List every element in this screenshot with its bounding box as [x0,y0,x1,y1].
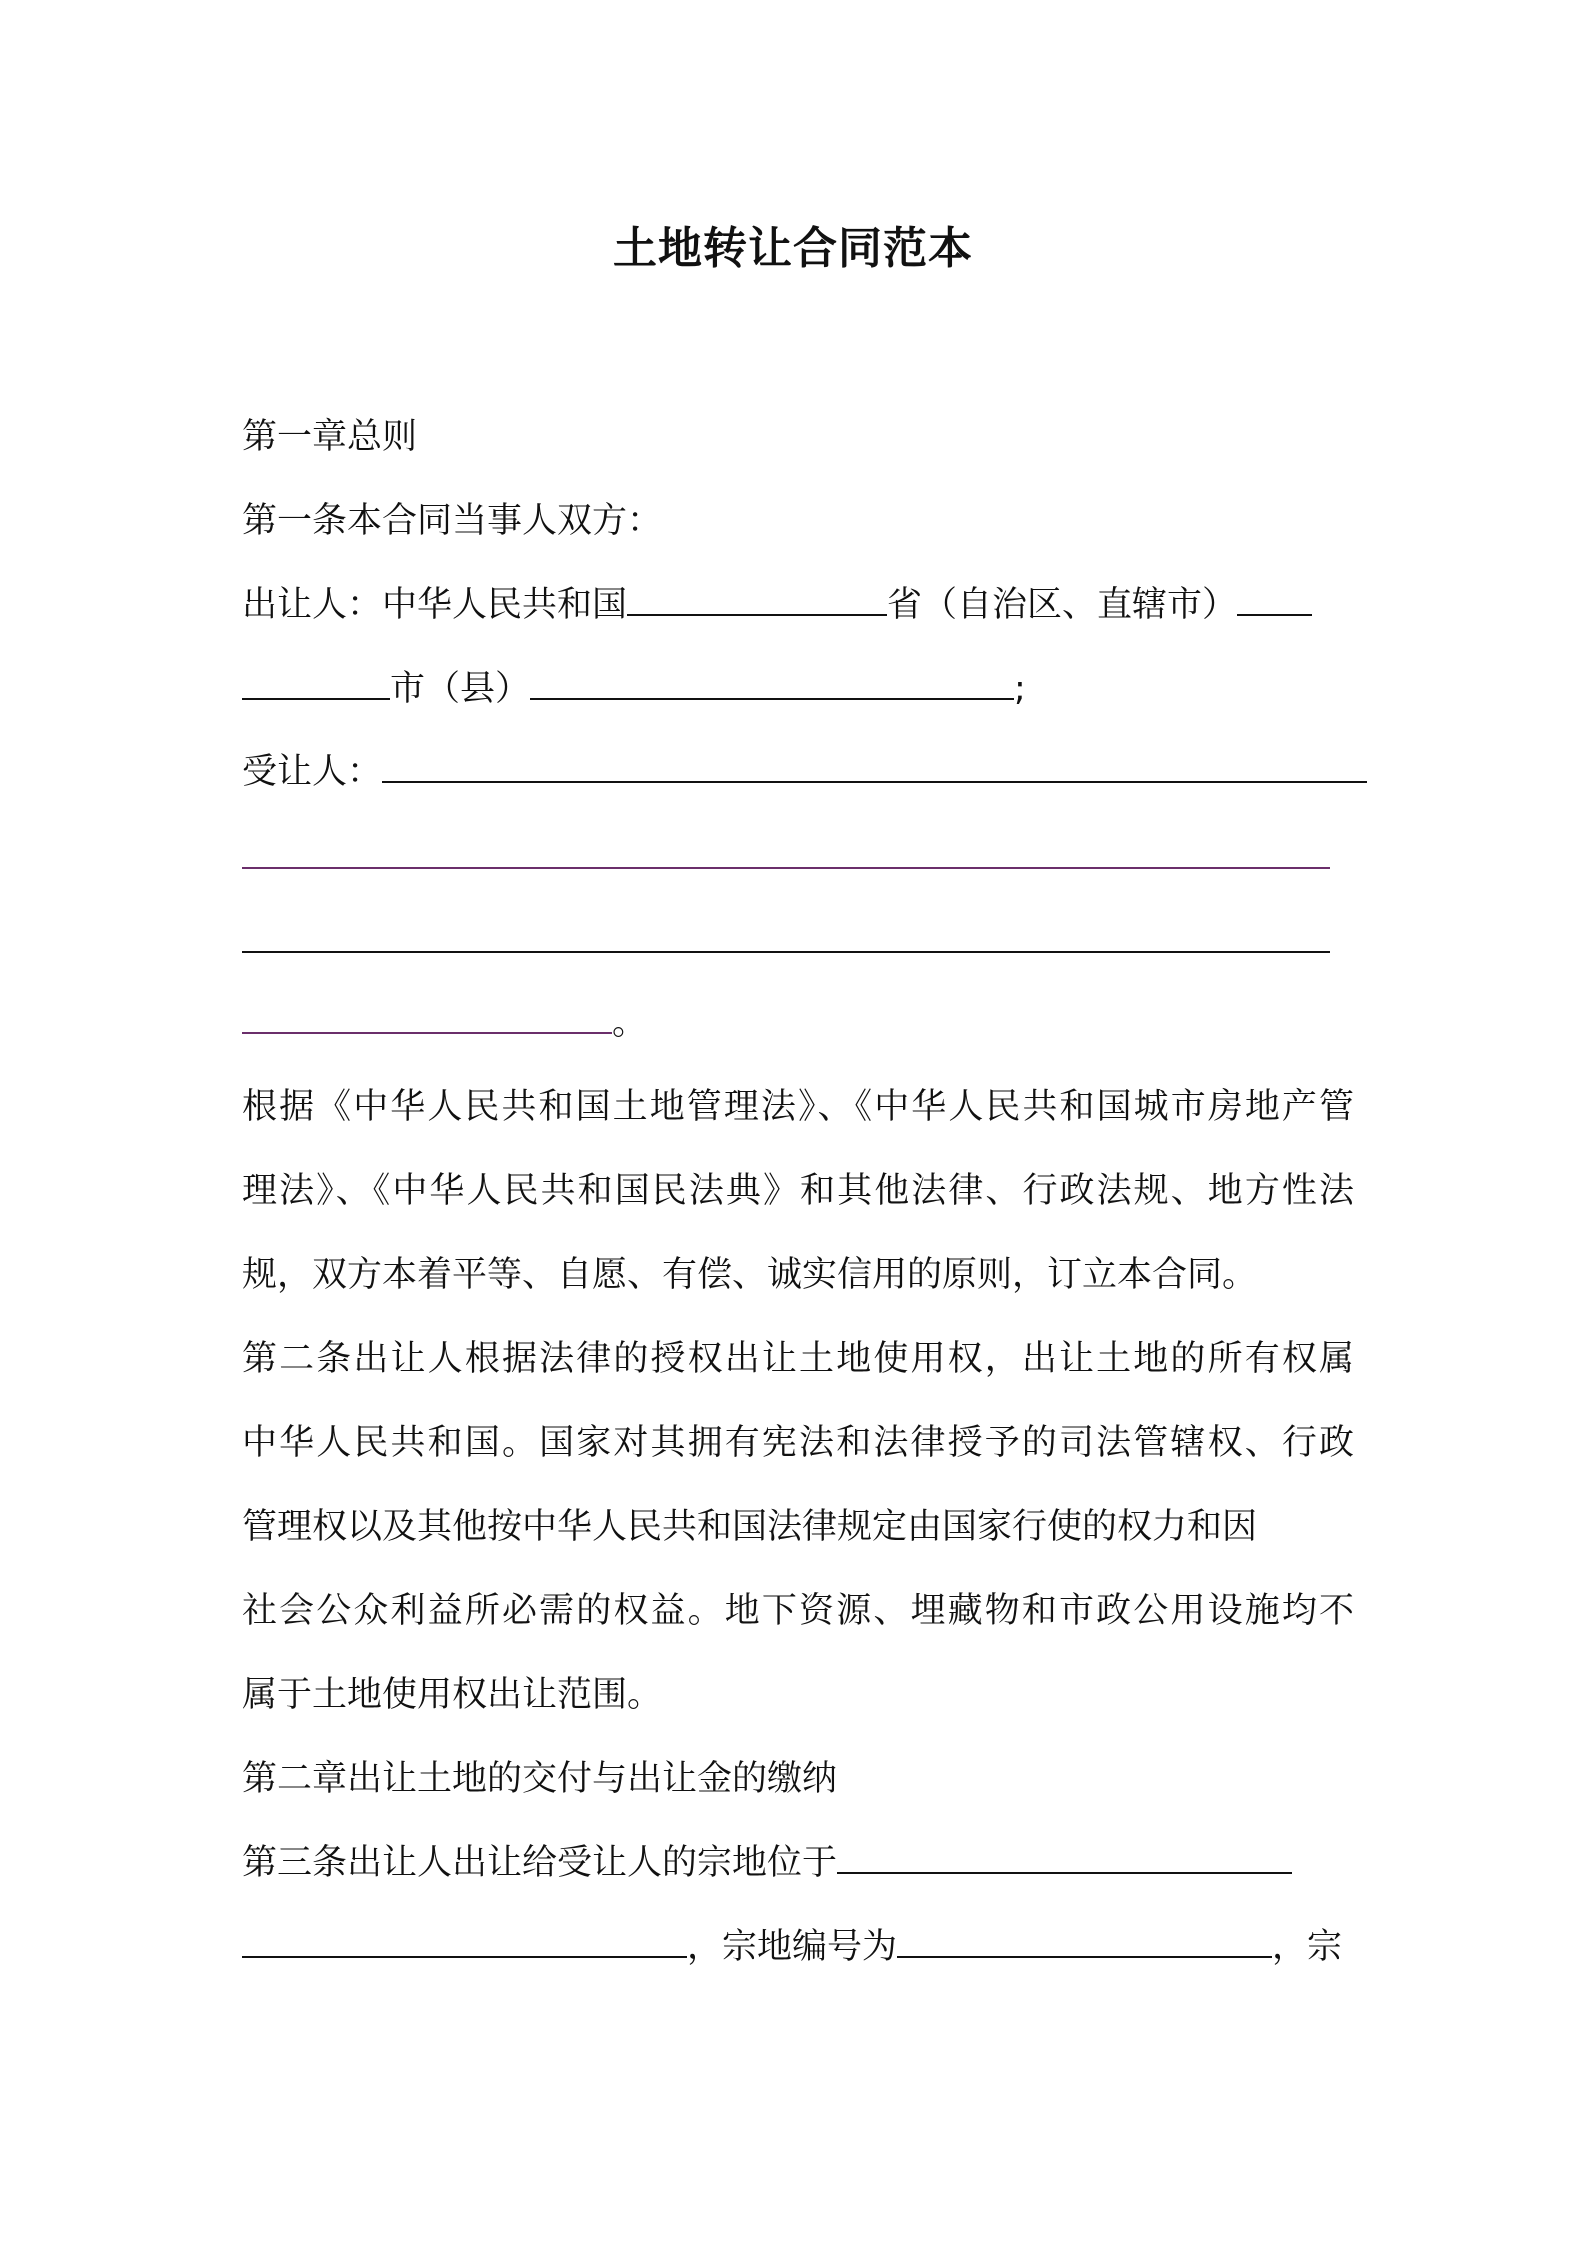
article-3-line-2 [242,1922,1354,1972]
transferee-blank-4[interactable] [242,998,612,1034]
article-2-line-4: 社会公众利益所必需的权益。地下资源、埋藏物和市政公用设施均不 [242,1591,1354,1631]
chapter-2-heading: 第二章出让土地的交付与出让金的缴纳 [242,1759,838,1799]
article-3-tail: ，宗 [1272,1927,1343,1967]
document-title: 土地转让合同范本 [613,223,973,274]
transferor-line-1 [242,580,1354,630]
transferor-end: ; [1014,669,1026,709]
location-blank[interactable] [837,1838,1292,1874]
chapter-1-heading: 第一章总则 [242,417,418,457]
article-2-line-3: 管理权以及其他按中华人民共和国法律规定由国家行使的权力和因 [242,1507,1258,1547]
article-2-line-5: 属于土地使用权出让范围。 [242,1675,663,1715]
article-1: 第一条本合同当事人双方： [242,501,663,541]
article-3-line-1 [242,1838,1354,1888]
transferor-label: 出让人：中华人民共和国 [242,585,628,625]
transferee-line-4 [242,998,1354,1048]
transferor-line-2 [242,664,1354,714]
parcel-number-label: ，宗地编号为 [687,1927,898,1967]
city-blank[interactable] [530,664,1014,700]
transferee-line [242,747,1354,797]
province-blank-tail[interactable] [1237,580,1312,616]
transferee-blank-2[interactable] [242,867,1330,869]
transferee-end: 。 [612,1003,648,1043]
province-blank[interactable] [627,580,887,616]
basis-paragraph-line-1: 根据《中华人民共和国土地管理法》、《中华人民共和国城市房地产管 [242,1087,1354,1127]
basis-paragraph-line-2: 理法》、《中华人民共和国民法典》和其他法律、行政法规、地方性法 [242,1171,1354,1211]
transferee-blank[interactable] [382,747,1367,783]
city-label: 市（县） [390,669,531,709]
province-label: 省（自治区、直辖市） [887,585,1238,625]
parcel-number-blank[interactable] [897,1922,1272,1958]
article-2-line-1: 第二条出让人根据法律的授权出让土地使用权，出让土地的所有权属 [242,1339,1354,1379]
location-blank-2[interactable] [242,1922,687,1958]
basis-paragraph-line-3: 规，双方本着平等、自愿、有偿、诚实信用的原则，订立本合同。 [242,1255,1258,1295]
article-3-label: 第三条出让人出让给受让人的宗地位于 [242,1843,838,1883]
article-2-line-2: 中华人民共和国。国家对其拥有宪法和法律授予的司法管辖权、行政 [242,1423,1354,1463]
transferee-label: 受让人： [242,752,383,792]
transferee-blank-3[interactable] [242,951,1330,953]
city-blank-lead[interactable] [242,664,390,700]
